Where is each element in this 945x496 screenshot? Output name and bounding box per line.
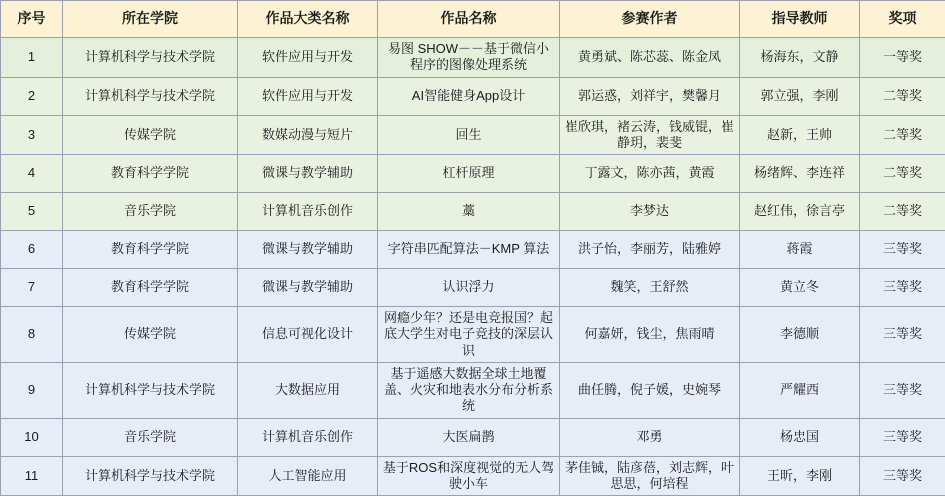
- cell-work: 大医扁鹊: [378, 418, 560, 456]
- table-row: [1, 155, 945, 193]
- cell-authors: 邓勇: [560, 418, 740, 456]
- table-row: [1, 231, 945, 269]
- cell-college: 教育科学学院: [63, 269, 238, 307]
- cell-no: 6: [1, 231, 63, 269]
- cell-authors: 郭运惑，刘祥宇，樊馨月: [560, 77, 740, 115]
- cell-category: 计算机音乐创作: [238, 418, 378, 456]
- cell-teachers: 杨忠国: [740, 418, 860, 456]
- cell-college: 音乐学院: [63, 193, 238, 231]
- cell-work: 基于遥感大数据全球土地覆盖、火灾和地表水分布分析系统: [378, 362, 560, 418]
- cell-no: 4: [1, 155, 63, 193]
- cell-teachers: 杨海东，文静: [740, 38, 860, 78]
- cell-category: 信息可视化设计: [238, 307, 378, 363]
- cell-authors: 洪子怡，李丽芳，陆雅婷: [560, 231, 740, 269]
- cell-teachers: 严耀西: [740, 362, 860, 418]
- cell-college: 计算机科学与技术学院: [63, 38, 238, 78]
- table-header-row: [1, 1, 945, 38]
- table-row: [1, 77, 945, 115]
- cell-award: 三等奖: [860, 456, 945, 496]
- cell-teachers: 赵红伟，徐言亭: [740, 193, 860, 231]
- cell-authors: 李梦达: [560, 193, 740, 231]
- table-row: [1, 307, 945, 363]
- column-header-teachers: 指导教师: [740, 1, 860, 38]
- cell-category: 软件应用与开发: [238, 77, 378, 115]
- cell-category: 计算机音乐创作: [238, 193, 378, 231]
- table-row: [1, 269, 945, 307]
- cell-authors: 魏笑，王舒然: [560, 269, 740, 307]
- cell-award: 三等奖: [860, 418, 945, 456]
- column-header-work: 作品名称: [378, 1, 560, 38]
- cell-category: 软件应用与开发: [238, 38, 378, 78]
- cell-category: 微课与教学辅助: [238, 269, 378, 307]
- cell-work: 易图 SHOW－－基于微信小程序的图像处理系统: [378, 38, 560, 78]
- cell-teachers: 李德顺: [740, 307, 860, 363]
- cell-college: 教育科学学院: [63, 155, 238, 193]
- cell-teachers: 赵新，王帅: [740, 115, 860, 155]
- cell-college: 传媒学院: [63, 115, 238, 155]
- cell-category: 数媒动漫与短片: [238, 115, 378, 155]
- cell-award: 二等奖: [860, 115, 945, 155]
- cell-award: 二等奖: [860, 193, 945, 231]
- cell-work: 字符串匹配算法－KMP 算法: [378, 231, 560, 269]
- column-header-award: 奖项: [860, 1, 945, 38]
- cell-award: 三等奖: [860, 231, 945, 269]
- column-header-authors: 参赛作者: [560, 1, 740, 38]
- cell-college: 计算机科学与技术学院: [63, 456, 238, 496]
- cell-category: 微课与教学辅助: [238, 231, 378, 269]
- cell-authors: 何嘉妍，钱尘，焦雨晴: [560, 307, 740, 363]
- cell-teachers: 杨绪辉、李连祥: [740, 155, 860, 193]
- cell-award: 三等奖: [860, 307, 945, 363]
- table-row: [1, 418, 945, 456]
- cell-teachers: 王昕，李刚: [740, 456, 860, 496]
- cell-authors: 茅佳铖，陆彦蓓，刘志辉，叶思思，何培程: [560, 456, 740, 496]
- cell-college: 传媒学院: [63, 307, 238, 363]
- cell-authors: 黄勇斌、陈芯蕊、陈金凤: [560, 38, 740, 78]
- cell-no: 9: [1, 362, 63, 418]
- cell-work: 认识浮力: [378, 269, 560, 307]
- cell-no: 10: [1, 418, 63, 456]
- cell-teachers: 黄立冬: [740, 269, 860, 307]
- cell-category: 大数据应用: [238, 362, 378, 418]
- cell-work: 基于ROS和深度视觉的无人驾驶小车: [378, 456, 560, 496]
- cell-college: 教育科学学院: [63, 231, 238, 269]
- cell-no: 2: [1, 77, 63, 115]
- cell-authors: 曲任腾，倪子媛，史婉琴: [560, 362, 740, 418]
- cell-work: 藁: [378, 193, 560, 231]
- table-row: [1, 362, 945, 418]
- column-header-no: 序号: [1, 1, 63, 38]
- cell-award: 三等奖: [860, 362, 945, 418]
- table-body: [1, 38, 945, 496]
- cell-category: 人工智能应用: [238, 456, 378, 496]
- cell-award: 一等奖: [860, 38, 945, 78]
- table-row: [1, 38, 945, 78]
- cell-category: 微课与教学辅助: [238, 155, 378, 193]
- cell-college: 音乐学院: [63, 418, 238, 456]
- cell-work: 回生: [378, 115, 560, 155]
- cell-college: 计算机科学与技术学院: [63, 362, 238, 418]
- cell-work: 杠杆原理: [378, 155, 560, 193]
- column-header-category: 作品大类名称: [238, 1, 378, 38]
- table-row: [1, 115, 945, 155]
- cell-award: 三等奖: [860, 269, 945, 307]
- cell-no: 11: [1, 456, 63, 496]
- cell-work: 网瘾少年？还是电竞报国？起底大学生对电子竞技的深层认识: [378, 307, 560, 363]
- cell-authors: 崔欣琪，褚云涛，钱威锟，崔静玥，裴斐: [560, 115, 740, 155]
- cell-no: 5: [1, 193, 63, 231]
- cell-no: 7: [1, 269, 63, 307]
- cell-work: AI智能健身App设计: [378, 77, 560, 115]
- cell-teachers: 蒋霞: [740, 231, 860, 269]
- cell-no: 1: [1, 38, 63, 78]
- cell-teachers: 郭立强，李刚: [740, 77, 860, 115]
- column-header-college: 所在学院: [63, 1, 238, 38]
- cell-award: 二等奖: [860, 155, 945, 193]
- cell-college: 计算机科学与技术学院: [63, 77, 238, 115]
- cell-award: 二等奖: [860, 77, 945, 115]
- table-row: [1, 193, 945, 231]
- cell-authors: 丁露文，陈亦茜，黄霞: [560, 155, 740, 193]
- cell-no: 3: [1, 115, 63, 155]
- cell-no: 8: [1, 307, 63, 363]
